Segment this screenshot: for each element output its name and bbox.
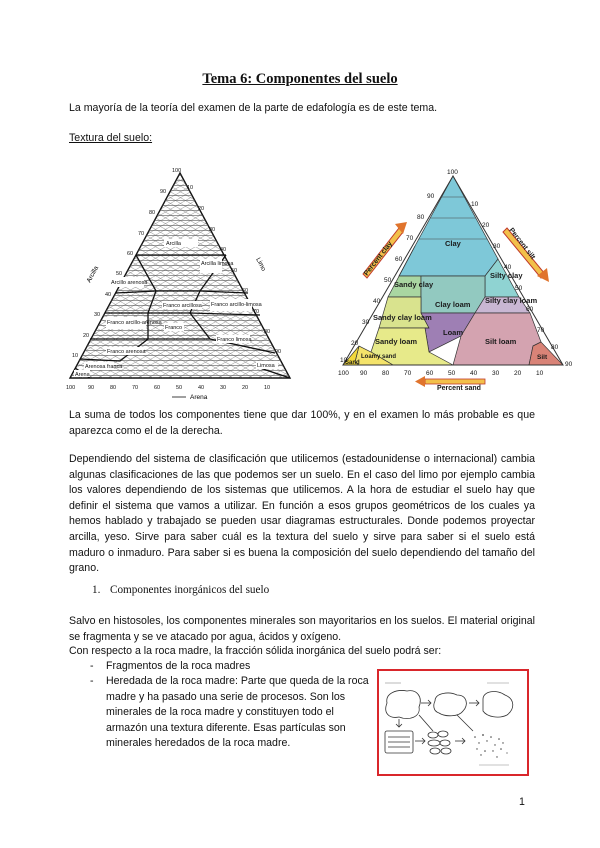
region-label: Franco arcillosa bbox=[163, 303, 202, 309]
region-label: Franco arcillo-limosa bbox=[211, 302, 262, 308]
tick-label: 50 bbox=[176, 385, 183, 391]
tick-label: 80 bbox=[382, 370, 390, 377]
paragraph-classification: Dependiendo del sistema de clasificación que utilicemos (estadounidense o internacional) cambia algunas clasificaciones de las que podemos ser un suelo. En el caso del limo por ejemplo cambia los valores dependiendo de los sistemas que utilicemos. A la hora de estudiar el suelo hay que definir el sistema que vamos a utilizar. En función a esos grupos geométricos de los cuales ya hemos hablado y trabajado se pueden usar diagramas estructurales. Donde podemos proyectar arcilla, yeso. Sirve para saber cuál es la textura del suelo y sirve para saber si el suelo está maduro o inmaduro. Para saber si es buena la composición del suelo dependiendo del tamaño del grano. bbox=[69, 453, 535, 575]
tick-label: 70 bbox=[138, 231, 145, 237]
tick-label: 70 bbox=[404, 370, 412, 377]
tick-label: 70 bbox=[537, 327, 545, 334]
region-label: Arenosa franca bbox=[85, 364, 123, 370]
region-label: Arcillo arenosa bbox=[111, 280, 148, 286]
tick-label: 10 bbox=[72, 353, 79, 359]
paragraph-sum: La suma de todos los componentes tiene que dar 100%, y en el examen lo más probable es que aparezca como el de la derecha. bbox=[69, 409, 535, 437]
region-label-silt: Silt bbox=[537, 354, 548, 361]
tick-label: 40 bbox=[198, 385, 205, 391]
list-item bbox=[90, 674, 370, 752]
tick-label: 10 bbox=[536, 370, 544, 377]
region-label-silt-loam: Silt loam bbox=[485, 337, 517, 346]
tick-label: 100 bbox=[172, 168, 182, 174]
axis-label-percent-silt: Percent silt bbox=[507, 226, 537, 261]
tick-label: 20 bbox=[514, 370, 522, 377]
region-label-sandy-clay: Sandy clay bbox=[394, 280, 434, 289]
tick-label: 80 bbox=[264, 329, 271, 335]
paragraph-roca-madre: Con respecto a la roca madre, la fracción sólida inorgánica del suelo podrá ser: bbox=[69, 645, 442, 657]
region-label-silty-clay: Silty clay bbox=[490, 271, 523, 280]
tick-label: 50 bbox=[515, 285, 523, 292]
axis-label-arena: Arena bbox=[190, 394, 208, 401]
section-title: Componentes inorgánicos del suelo bbox=[110, 584, 270, 596]
tick-label: 40 bbox=[373, 298, 381, 305]
tick-label: 30 bbox=[493, 243, 501, 250]
tick-label: 20 bbox=[351, 340, 359, 347]
region-label-loam: Loam bbox=[443, 328, 464, 337]
region-label-sand: Sand bbox=[345, 360, 360, 366]
tick-label: 80 bbox=[110, 385, 117, 391]
tick-label: 90 bbox=[360, 370, 368, 377]
list-bullet: - bbox=[90, 660, 94, 672]
tick-label: 40 bbox=[105, 292, 112, 298]
region-label-sandy-loam: Sandy loam bbox=[375, 337, 418, 346]
tick-label: 80 bbox=[417, 214, 425, 221]
region-label-clay-loam: Clay loam bbox=[435, 300, 471, 309]
tick-label: 10 bbox=[187, 185, 194, 191]
tick-label: 70 bbox=[253, 309, 260, 315]
tick-label: 30 bbox=[362, 319, 370, 326]
list-bullet: - bbox=[90, 675, 94, 687]
tick-label: 60 bbox=[127, 251, 134, 257]
tick-label: 100 bbox=[447, 169, 458, 176]
tick-label: 40 bbox=[470, 370, 478, 377]
list-item bbox=[90, 659, 370, 675]
weathering-sketch-drawing bbox=[379, 671, 527, 774]
tick-label: 80 bbox=[551, 344, 559, 351]
tick-label: 90 bbox=[427, 193, 435, 200]
tick-label: 90 bbox=[88, 385, 95, 391]
tick-label: 60 bbox=[426, 370, 434, 377]
axis-label-limo: Limo bbox=[254, 256, 268, 273]
tick-label: 40 bbox=[220, 247, 227, 253]
tick-label: 90 bbox=[565, 361, 573, 368]
region-label: Franco limosa bbox=[217, 337, 252, 343]
region-label-loamy-sand: Loamy sand bbox=[361, 354, 397, 360]
tick-label: 10 bbox=[340, 357, 348, 364]
tick-label: 60 bbox=[526, 306, 534, 313]
page-title: Tema 6: Componentes del suelo bbox=[202, 71, 398, 87]
tick-label: 60 bbox=[395, 256, 403, 263]
list-item-text: Heredada de la roca madre: Parte que queda de la roca madre y ha pasado una serie de procesos. Son los minerales de la roca madre y constituyen todo el armazón una textura diferente. Esas partículas son minerales heredados de la roca madre. bbox=[106, 675, 369, 750]
region-label-silty-clay-loam: Silty clay loam bbox=[485, 296, 538, 305]
tick-label: 60 bbox=[242, 288, 249, 294]
tick-label: 70 bbox=[132, 385, 139, 391]
paragraph-minerals: Salvo en histosoles, los componentes minerales son mayoritarios en los suelos. El material original se fragmenta y se ve atacado por agua, ácidos y oxígeno. bbox=[69, 615, 535, 643]
page-number: 1 bbox=[519, 796, 525, 808]
tick-label: 90 bbox=[275, 349, 282, 355]
tick-label: 30 bbox=[220, 385, 227, 391]
tick-label: 20 bbox=[198, 206, 205, 212]
tick-label: 60 bbox=[154, 385, 161, 391]
texture-triangle-usda bbox=[333, 166, 583, 392]
tick-label: 50 bbox=[116, 271, 123, 277]
region-label: Arena bbox=[75, 372, 90, 378]
weathering-sketch-figure bbox=[377, 669, 529, 776]
section-number: 1. bbox=[92, 584, 101, 596]
section-heading bbox=[92, 584, 269, 596]
tick-label: 40 bbox=[504, 264, 512, 271]
axis-label-percent-clay: Percent clay bbox=[363, 240, 394, 278]
texture-triangle-spanish bbox=[60, 163, 310, 403]
tick-label: 30 bbox=[492, 370, 500, 377]
axis-label-arcilla: Arcilla bbox=[85, 265, 101, 284]
tick-label: 20 bbox=[83, 333, 90, 339]
tick-label: 10 bbox=[471, 201, 479, 208]
tick-label: 50 bbox=[384, 277, 392, 284]
tick-label: 80 bbox=[149, 210, 156, 216]
axis-label-percent-sand: Percent sand bbox=[437, 385, 481, 392]
list-item-text: Fragmentos de la roca madres bbox=[106, 660, 251, 672]
tick-label: 50 bbox=[448, 370, 456, 377]
tick-label: 30 bbox=[94, 312, 101, 318]
region-label: Franco bbox=[165, 325, 183, 331]
tick-label: 20 bbox=[242, 385, 249, 391]
tick-label: 50 bbox=[231, 268, 238, 274]
region-label: Arcilla bbox=[166, 241, 181, 247]
tick-label: 100 bbox=[338, 370, 349, 377]
tick-label: 70 bbox=[406, 235, 414, 242]
intro-paragraph: La mayoría de la teoría del examen de la parte de edafología es de este tema. bbox=[69, 102, 438, 114]
texture-subheading: Textura del suelo: bbox=[69, 132, 153, 144]
region-label: Franco arcillo-arenosa bbox=[107, 320, 162, 326]
tick-label: 30 bbox=[209, 227, 216, 233]
region-label-clay: Clay bbox=[445, 239, 461, 248]
region-label: Limosa bbox=[257, 363, 275, 369]
tick-label: 10 bbox=[264, 385, 271, 391]
tick-label: 90 bbox=[160, 189, 167, 195]
tick-label: 100 bbox=[66, 385, 76, 391]
region-label: Arcilla limosa bbox=[201, 261, 234, 267]
tick-label: 20 bbox=[482, 222, 490, 229]
region-label-sandy-clay-loam: Sandy clay loam bbox=[373, 313, 432, 322]
region-label: Franco arenosa bbox=[107, 349, 146, 355]
